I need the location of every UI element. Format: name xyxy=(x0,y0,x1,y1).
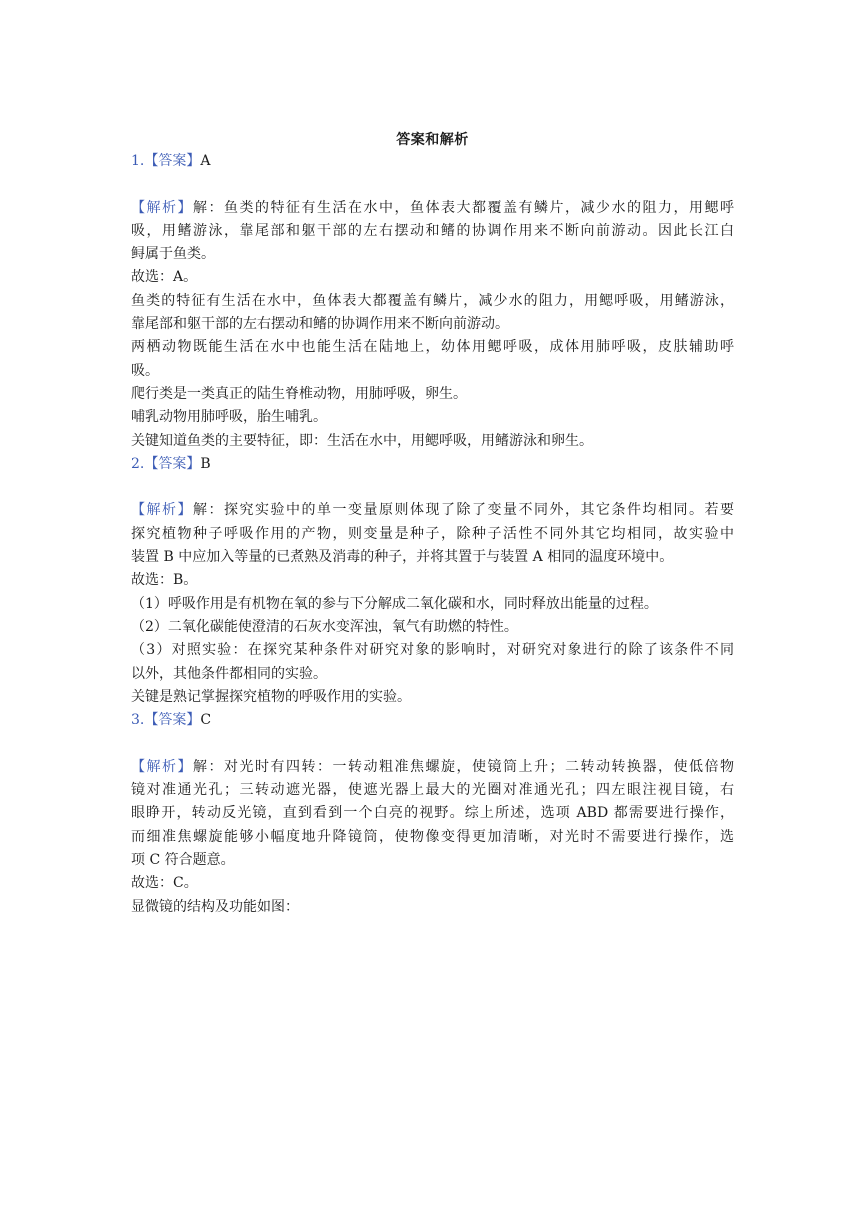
explanation-line: 靠尾部和躯干部的左右摆动和鳍的协调作用来不断向前游动。 xyxy=(131,316,509,333)
analysis-line: 鲟属于鱼类。 xyxy=(131,246,215,263)
explanation-line: （2）二氧化碳能使澄清的石灰水变浑浊，氧气有助燃的特性。 xyxy=(131,618,518,635)
analysis-line xyxy=(131,197,734,220)
explanation-line: 显微镜的结构及功能如图： xyxy=(131,898,299,915)
explanation-line: 关键是熟记掌握探究植物的呼吸作用的实验。 xyxy=(131,688,411,705)
analysis-line: 探究植物种子呼吸作用的产物，则变量是种子，除种子活性不同外其它均相同，故实验中 xyxy=(131,525,734,542)
explanation-line: （1）呼吸作用是有机物在氧的参与下分解成二氧化碳和水，同时释放出能量的过程。 xyxy=(131,595,658,612)
answers-content xyxy=(131,150,734,919)
analysis-line: 镜对准通光孔；三转动遮光器，使遮光器上最大的光圈对准通光孔；四左眼注视目镜，右 xyxy=(131,782,734,799)
explanation-line: 两栖动物既能生活在水中也能生活在陆地上，幼体用鳃呼吸，成体用肺呼吸，皮肤辅助呼 xyxy=(131,339,734,356)
analysis-label: 【解析】 xyxy=(131,758,193,775)
answer-label: 3.【答案】 xyxy=(131,712,201,729)
explanation-line: 爬行类是一类真正的陆生脊椎动物，用肺呼吸，卵生。 xyxy=(131,385,467,402)
analysis-label: 【解析】 xyxy=(131,199,193,216)
answer-label: 1.【答案】 xyxy=(131,153,201,169)
answer-line-2 xyxy=(131,453,734,476)
explanation-line: 鱼类的特征有生活在水中，鱼体表大都覆盖有鳞片，减少水的阻力，用鳃呼吸，用鳍游泳， xyxy=(131,292,734,309)
choice-line: 故选：C。 xyxy=(131,875,198,892)
answer-line-1 xyxy=(131,150,734,173)
explanation-line: 以外，其他条件都相同的实验。 xyxy=(131,665,327,682)
answer-label: 2.【答案】 xyxy=(131,455,201,472)
analysis-text: 解：对光时有四转：一转动粗准焦螺旋，使镜筒上升；二转动转换器，使低倍物 xyxy=(193,758,734,775)
analysis-line xyxy=(131,499,734,522)
analysis-line xyxy=(131,756,734,779)
answer-value: A xyxy=(200,153,211,169)
answer-line-3 xyxy=(131,709,734,732)
spacer xyxy=(131,476,734,499)
page-title: 答案和解析 xyxy=(396,132,469,148)
explanation-line: （3）对照实验：在探究某种条件对研究对象的影响时，对研究对象进行的除了该条件不同 xyxy=(131,642,734,659)
analysis-text: 解：鱼类的特征有生活在水中，鱼体表大都覆盖有鳞片，减少水的阻力，用鳃呼 xyxy=(193,199,734,216)
analysis-line: 眼睁开，转动反光镜，直到看到一个白亮的视野。综上所述，选项 ABD 都需要进行操作， xyxy=(131,805,734,822)
analysis-line: 吸，用鳍游泳，靠尾部和躯干部的左右摆动和鳍的协调作用来不断向前游动。因此长江白 xyxy=(131,222,734,239)
spacer xyxy=(131,732,734,755)
answer-value: C xyxy=(200,712,212,729)
explanation-line: 关键知道鱼类的主要特征，即：生活在水中，用鳃呼吸，用鳍游泳和卵生。 xyxy=(131,432,593,449)
explanation-line: 哺乳动物用肺呼吸，胎生哺乳。 xyxy=(131,409,327,426)
choice-line: 故选：A。 xyxy=(131,269,198,286)
analysis-text: 解：探究实验中的单一变量原则体现了除了变量不同外，其它条件均相同。若要 xyxy=(193,502,734,519)
analysis-line: 而细准焦螺旋能够小幅度地升降镜筒，使物像变得更加清晰，对光时不需要进行操作，选 xyxy=(131,828,734,845)
answer-value: B xyxy=(200,455,211,472)
spacer xyxy=(131,173,734,196)
analysis-line: 装置 B 中应加入等量的已煮熟及消毒的种子，并将其置于与装置 A 相同的温度环境中。 xyxy=(131,549,674,566)
analysis-label: 【解析】 xyxy=(131,502,193,519)
analysis-line: 项 C 符合题意。 xyxy=(131,851,235,868)
explanation-line: 吸。 xyxy=(131,362,159,379)
choice-line: 故选：B。 xyxy=(131,572,198,589)
